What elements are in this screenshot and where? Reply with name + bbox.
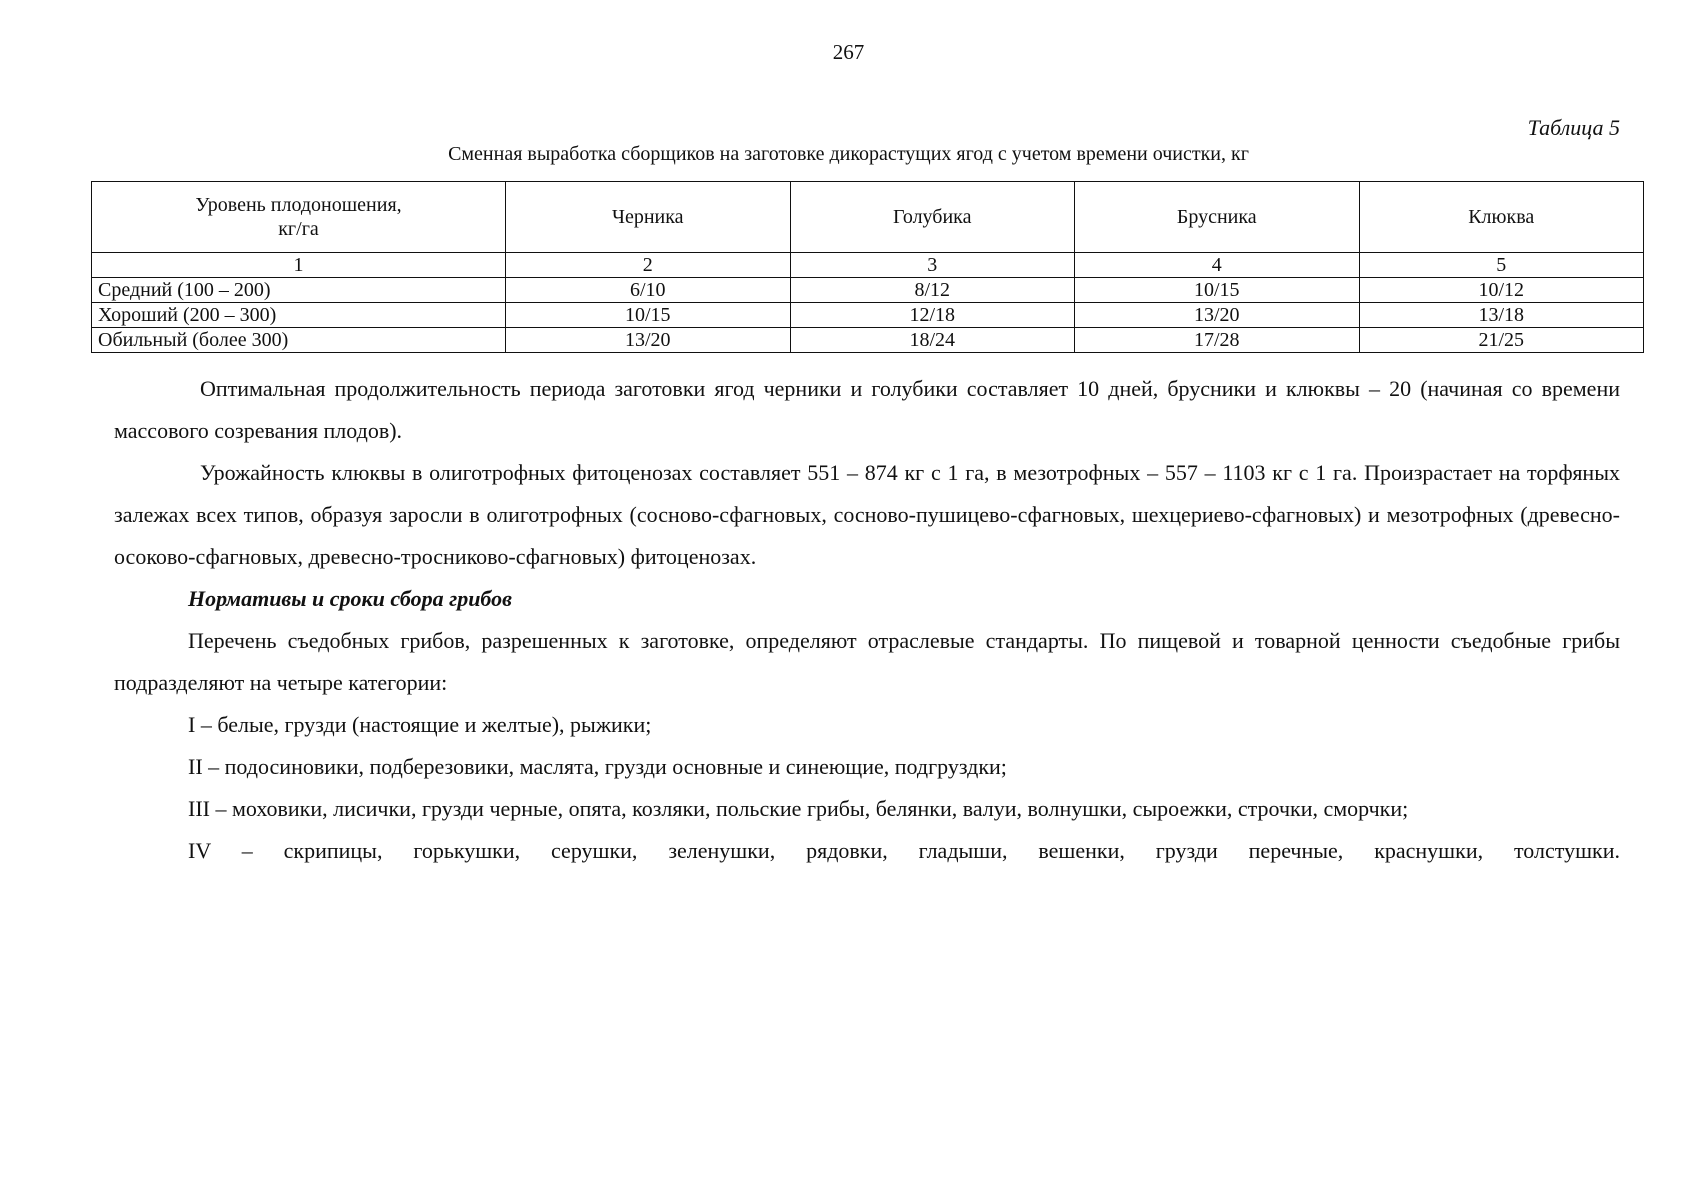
table-row bbox=[92, 278, 1644, 303]
paragraph-harvest-period: Оптимальная продолжительность периода заготовки ягод черники и голубики составляет 10 дней, брусники и клюквы – 20 (начиная со времени массового созревания плодов). bbox=[114, 376, 1620, 443]
table-cell: 13/20 bbox=[1075, 303, 1360, 328]
section-heading-mushrooms: Нормативы и сроки сбора грибов bbox=[188, 586, 512, 611]
table-cell: 6/10 bbox=[506, 278, 791, 303]
column-number: 3 bbox=[790, 253, 1075, 278]
table-cell: 21/25 bbox=[1359, 328, 1644, 353]
paragraph-cranberry-yield: Урожайность клюквы в олиготрофных фитоценозах составляет 551 – 874 кг с 1 га, в мезотрофных – 557 – 1103 кг с 1 га. Произрастает на торфяных залежах всех типов, образуя заросли в олиготрофных (сосново-сфагновых, сосново-пушицево-сфагновых, шехцериево-сфагновых) и мезотрофных (древесно-осоково-сфагновых, древесно-тросниково-сфагновых) фитоценозах. bbox=[114, 460, 1620, 569]
header-bog-bilberry: Голубика bbox=[790, 182, 1075, 253]
table-cell: 13/20 bbox=[506, 328, 791, 353]
table-cell: 10/12 bbox=[1359, 278, 1644, 303]
table-title: Сменная выработка сборщиков на заготовке дикорастущих ягод с учетом времени очистки, кг bbox=[448, 143, 1249, 165]
data-table bbox=[91, 181, 1644, 353]
table-cell: 17/28 bbox=[1075, 328, 1360, 353]
table-cell: 13/18 bbox=[1359, 303, 1644, 328]
column-number: 1 bbox=[92, 253, 506, 278]
row-label: Хороший (200 – 300) bbox=[92, 303, 506, 328]
row-label: Обильный (более 300) bbox=[92, 328, 506, 353]
table-cell: 12/18 bbox=[790, 303, 1075, 328]
table-cell: 18/24 bbox=[790, 328, 1075, 353]
header-lingonberry: Брусника bbox=[1075, 182, 1360, 253]
header-blueberry: Черника bbox=[506, 182, 791, 253]
paragraph-mushroom-categories: Перечень съедобных грибов, разрешенных к заготовке, определяют отраслевые стандарты. По пищевой и товарной ценности съедобные грибы подразделяют на четыре категории: bbox=[114, 628, 1620, 695]
column-number: 4 bbox=[1075, 253, 1360, 278]
table-label: Таблица 5 bbox=[1527, 115, 1620, 140]
category-iii: III – моховики, лисички, грузди черные, опята, козляки, польские грибы, белянки, валуи, волнушки, сыроежки, строчки, сморчки; bbox=[188, 796, 1409, 821]
category-i: I – белые, грузди (настоящие и желтые), рыжики; bbox=[188, 712, 652, 737]
page-number: 267 bbox=[832, 40, 865, 64]
row-label: Средний (100 – 200) bbox=[92, 278, 506, 303]
category-ii: II – подосиновики, подберезовики, маслята, грузди основные и синеющие, подгруздки; bbox=[188, 754, 1007, 779]
table-cell: 8/12 bbox=[790, 278, 1075, 303]
category-iv: IV – скрипицы, горькушки, серушки, зеленушки, рядовки, гладыши, вешенки, грузди перечные, краснушки, толстушки. bbox=[188, 838, 1620, 863]
column-number-row bbox=[92, 253, 1644, 278]
table-cell: 10/15 bbox=[1075, 278, 1360, 303]
column-number: 2 bbox=[506, 253, 791, 278]
table-header-row bbox=[92, 182, 1644, 253]
table-row bbox=[92, 328, 1644, 353]
column-number: 5 bbox=[1359, 253, 1644, 278]
table-row bbox=[92, 303, 1644, 328]
table-cell: 10/15 bbox=[506, 303, 791, 328]
header-yield-level: Уровень плодоношения, кг/га bbox=[92, 182, 506, 253]
body-text bbox=[114, 368, 1620, 872]
header-cranberry: Клюква bbox=[1359, 182, 1644, 253]
